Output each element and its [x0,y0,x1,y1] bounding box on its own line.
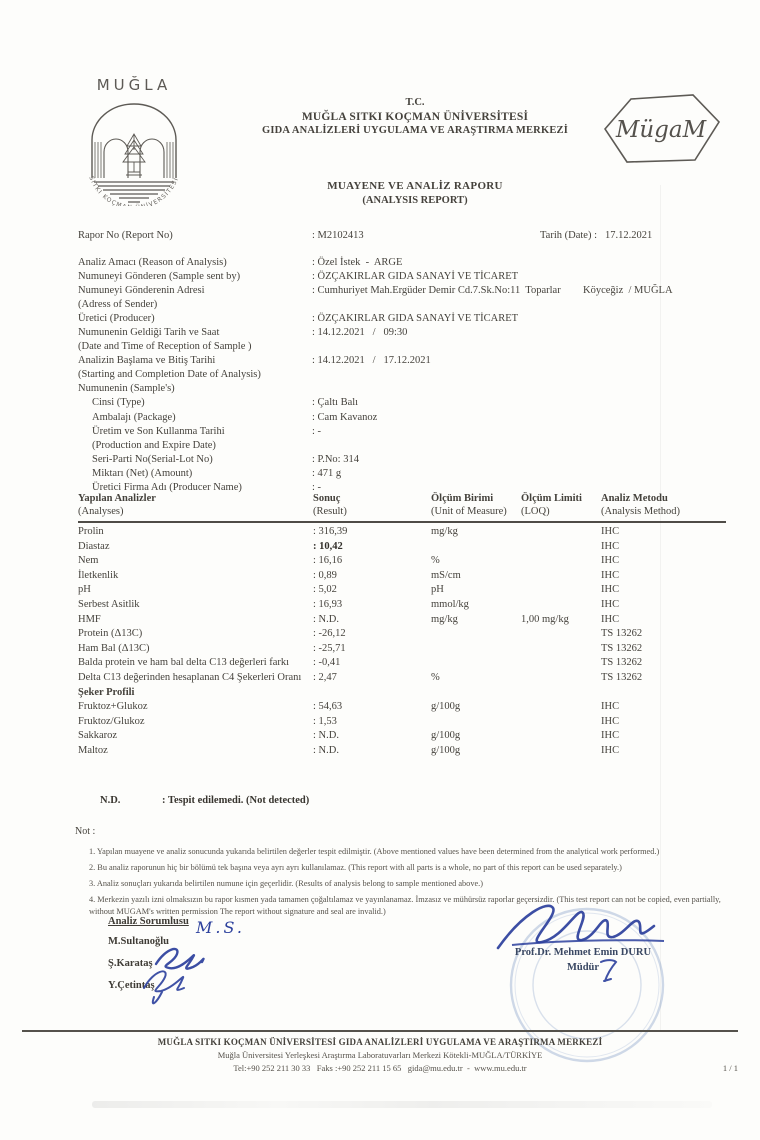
analysis-method: IHC [601,744,620,756]
analysis-name: Serbest Asitlik [78,598,140,610]
col-analyses-en: (Analyses) [78,506,124,517]
analysis-unit: g/100g [431,701,461,713]
col-analyses-tr: Yapılan Analizler [78,493,156,504]
analysis-result [313,686,431,701]
table-row [78,613,726,628]
analysis-method: IHC [601,613,620,625]
analysis-result: : -0,41 [313,657,341,669]
info-label: Ambalajı (Package) [92,411,176,423]
footer-address: Muğla Üniversitesi Yerleşkesi Araştırma Laboratuvarları Merkezi Kötekli-MUĞLA/TÜRKİYE [217,1050,543,1060]
logo-arc-text: SITKI KOÇM İVERSİTESİ [87,175,181,206]
analysis-unit [431,715,521,730]
analysis-result: : 10,42 [313,540,343,552]
col-unit-en: (Unit of Measure) [431,506,507,517]
info-label: (Starting and Completion Date of Analysis) [78,369,261,381]
table-row [78,671,726,686]
analysis-loq [521,627,601,642]
analysis-loq: 1,00 mg/kg [521,613,569,625]
analysis-unit: mmol/kg [431,598,469,610]
table-body [78,525,726,759]
notes-label: Not : [75,826,96,837]
cetintas-signature-icon [138,966,200,1010]
director-name: Prof.Dr. Mehmet Emin DURU [514,947,652,958]
analysis-name: Nem [78,555,99,567]
analysis-name: Şeker Profili [78,686,135,698]
info-row [78,467,738,481]
analysis-method: TS 13262 [601,628,643,640]
analysis-loq [521,715,601,730]
info-value: : 14.12.2021 / 17.12.2021 [312,355,431,367]
col-unit-tr: Ölçüm Birimi [431,493,494,504]
info-label: Seri-Parti No(Serial-Lot No) [92,453,213,465]
analysis-name: Maltoz [78,744,108,756]
logo-mugla-text: MUĞLA [96,76,172,94]
report-title-tr: MUAYENE VE ANALİZ RAPORU [327,180,503,192]
analysis-result: : 5,02 [313,584,337,596]
info-value: : P.No: 314 [312,453,359,465]
analysis-result: : N.D. [313,744,339,756]
table-header [78,492,726,518]
info-label: Üretici (Producer) [78,313,155,325]
header-center-name: GIDA ANALİZLERİ UYGULAMA VE ARAŞTIRMA MERKEZİ [261,125,569,136]
analysis-loq [521,554,601,569]
analysis-unit [431,540,521,555]
analysis-loq [521,642,601,657]
table-row [78,569,726,584]
analysis-method: IHC [601,715,620,727]
info-label: Numunenin Geldiği Tarih ve Saat [78,327,220,339]
analysis-result: : -26,12 [313,628,346,640]
info-row [78,368,738,382]
analysis-method: TS 13262 [601,671,643,683]
table-row [78,598,726,613]
analysis-name: HMF [78,613,101,625]
report-no-label: Rapor No (Report No) [78,230,173,241]
info-value: : 14.12.2021 / 09:30 [312,327,408,339]
director-paraph-icon [598,958,620,984]
analysis-name: Delta C13 değerinden hesaplanan C4 Şekerleri Oranı [78,671,302,683]
analysis-name: Ham Bal (Δ13C) [78,642,150,654]
analysis-result: : 16,93 [313,598,343,610]
report-title-en: (ANALYSIS REPORT) [362,194,468,206]
signer-name: M.Sultanoğlu [108,936,169,947]
info-label: Numuneyi Gönderen (Sample sent by) [78,271,241,283]
analysis-unit: % [431,671,440,683]
handwritten-initials: M.S. [196,918,245,937]
table-row [78,744,726,759]
analysis-unit: mg/kg [431,526,458,537]
table-row [78,583,726,598]
analysis-name: Sakkaroz [78,730,118,742]
info-value: : ÖZÇAKIRLAR GIDA SANAYİ VE TİCARET [312,271,519,283]
analysis-unit: mS/cm [431,569,461,581]
analysis-name: Protein (Δ13C) [78,628,143,640]
analysis-loq [521,744,601,759]
info-label: Üretim ve Son Kullanma Tarihi [92,425,225,437]
table-row [78,686,726,701]
table-row [78,540,726,555]
table-row [78,525,726,540]
info-value: : ÖZÇAKIRLAR GIDA SANAYİ VE TİCARET [312,313,519,325]
analysis-method: IHC [601,555,620,567]
analysis-loq [521,525,601,540]
analysis-unit [431,686,521,701]
header-tc: T.C. [405,97,425,108]
info-label: (Adress of Sender) [78,299,158,311]
info-row [78,411,738,425]
info-value: : Çaltı Balı [312,397,359,409]
analysis-method: IHC [601,598,620,610]
col-loq-tr: Ölçüm Limiti [521,493,582,504]
sample-info-section [78,256,738,495]
report-no-value: : M2102413 [312,230,364,241]
analysis-loq [521,569,601,584]
info-label: Analiz Amacı (Reason of Analysis) [78,257,227,268]
info-row [78,340,738,354]
note-item: 3. Analiz sonuçları yukarıda belirtilen numune için geçerlidir. (Results of analysis belong to sample mentioned above.) [89,879,484,888]
date-label: Tarih (Date) : [540,230,597,241]
info-value-extra: Köyceğiz / MUĞLA [583,285,673,297]
analysis-unit: g/100g [431,730,461,742]
analysis-method: IHC [601,730,620,742]
signer-name: Y.Çetintaş [108,980,155,991]
analysis-loq [521,700,601,715]
analysis-unit [431,642,521,657]
table-row [78,715,726,730]
footer-center-name: MUĞLA SITKI KOÇMAN ÜNİVERSİTESİ GIDA ANALİZLERİ UYGULAMA VE ARAŞTIRMA MERKEZİ [157,1037,603,1047]
analysis-result: : N.D. [313,613,339,625]
mugla-university-seal-icon [70,76,198,206]
info-value: : - [312,425,322,437]
info-label: (Date and Time of Reception of Sample ) [78,341,252,353]
scan-artifact-smudge [92,1101,712,1108]
info-value: : 471 g [312,467,342,479]
table-row [78,656,726,671]
nd-abbr: N.D. [100,795,121,806]
analysis-loq [521,583,601,598]
footer-contact: Tel:+90 252 211 30 33 Faks :+90 252 211 15 65 gida@mu.edu.tr - www.mu.edu.tr [233,1063,527,1073]
analysis-unit: % [431,555,440,567]
info-row [78,425,738,439]
note-item: 1. Yapılan muayene ve analiz sonucunda yukarıda belirtilen değerler tespit edilmiştir. (Above mentioned values have been determined from the analytical work performed.) [89,847,660,856]
note-item: 2. Bu analiz raporunun hiç bir bölümü tek başına veya ayrı ayrı kullanılamaz. (This report with all parts is a whole, no part of this report can be used separately.) [89,863,622,872]
info-row [78,396,738,410]
table-row [78,642,726,657]
analysis-name: Prolin [78,526,104,537]
info-label: Üretici Firma Adı (Producer Name) [92,481,242,493]
info-value: : Özel İstek - ARGE [312,257,403,268]
info-row [78,298,738,312]
analysis-name: Fruktoz+Glukoz [78,701,148,713]
analysis-method: IHC [601,701,620,713]
col-result-en: (Result) [313,506,347,517]
header-university: MUĞLA SITKI KOÇMAN ÜNİVERSİTESİ [301,111,529,123]
info-row [78,270,738,284]
analysis-method: IHC [601,584,620,596]
info-row [78,453,738,467]
logo-mugam-text: MügaM [615,117,707,143]
info-row [78,382,738,396]
info-value: : - [312,481,322,493]
table-header-rule [78,521,726,523]
analysis-unit [431,656,521,671]
analysis-loq [521,598,601,613]
nd-legend [100,795,309,806]
analysis-method: TS 13262 [601,657,643,669]
col-result-tr: Sonuç [313,493,341,504]
report-header [185,96,645,138]
analysis-method [601,686,726,701]
report-no-row [78,230,728,241]
col-method-tr: Analiz Metodu [601,493,668,504]
info-row [78,326,738,340]
info-label: Analizin Başlama ve Bitiş Tarihi [78,355,216,367]
info-label: Numuneyi Gönderenin Adresi [78,285,205,297]
analysis-result: : 16,16 [313,555,343,567]
info-row [78,439,738,453]
analysts-title: Analiz Sorumlusu [108,916,189,927]
analysis-unit: mg/kg [431,613,458,625]
info-label: (Production and Expire Date) [92,439,216,451]
analysis-name: Diastaz [78,540,110,552]
analysis-result: : N.D. [313,730,339,742]
analysis-name: pH [78,584,91,596]
analysis-result: : 54,63 [313,701,343,713]
report-date [540,230,652,241]
table-row [78,554,726,569]
table-row [78,627,726,642]
analysis-name: Fruktoz/Glukoz [78,715,145,727]
analysis-result: : 1,53 [313,715,337,727]
analysis-name: İletkenlik [78,569,119,581]
analysis-results-table [78,492,726,759]
report-title [185,180,645,207]
page-number: 1 / 1 [722,1063,738,1073]
info-value: : Cumhuriyet Mah.Ergüder Demir Cd.7.Sk.No:11 Toparlar [312,285,561,297]
analysis-method: TS 13262 [601,642,643,654]
nd-text: : Tespit edilemedi. (Not detected) [162,795,310,806]
table-row [78,729,726,744]
note-item: 4. Merkezin yazılı izni olmaksızın bu rapor kısmen yada tamamen çoğaltılamaz ve yayınlanamaz. İmzasız ve mühürsüz raporlar geçersizdir. (This test report can not be copied, even partially, without MUGAM's written permission The report without signature and seal are invalid.) [89,895,721,916]
analysis-result: : -25,71 [313,642,346,654]
analysis-name: Balda protein ve ham bal delta C13 değerleri farkı [78,657,290,669]
analysis-unit: g/100g [431,744,461,756]
info-row [78,256,738,270]
date-value: 17.12.2021 [605,230,653,241]
analysis-loq [521,656,601,671]
analysis-method: IHC [601,540,620,552]
mugam-logo [597,90,725,168]
table-row [78,700,726,715]
analysis-result: : 0,89 [313,569,337,581]
info-row [78,284,738,298]
col-method-en: (Analysis Method) [601,506,681,517]
analysis-method: IHC [601,569,620,581]
analysis-method: IHC [601,526,620,537]
analysis-loq [521,686,601,701]
info-row [78,354,738,368]
analysis-result: : 316,39 [313,526,348,537]
mugla-university-logo [70,76,198,206]
signer-name: Ş.Karataş [108,958,153,969]
analysis-unit: pH [431,584,444,596]
info-value: : Cam Kavanoz [312,411,378,423]
analysis-result: : 2,47 [313,671,337,683]
report-footer [22,1030,738,1073]
info-label: Numunenin (Sample's) [78,383,175,395]
info-label: Cinsi (Type) [92,397,145,409]
director-title: Müdür [566,962,600,973]
info-label: Miktarı (Net) (Amount) [92,467,193,479]
col-loq-en: (LOQ) [521,506,550,517]
analysis-loq [521,540,601,555]
analysis-loq [521,729,601,744]
info-row [78,312,738,326]
analysis-loq [521,671,601,686]
mugam-hexagon-icon [597,90,725,168]
analysis-unit [431,627,521,642]
